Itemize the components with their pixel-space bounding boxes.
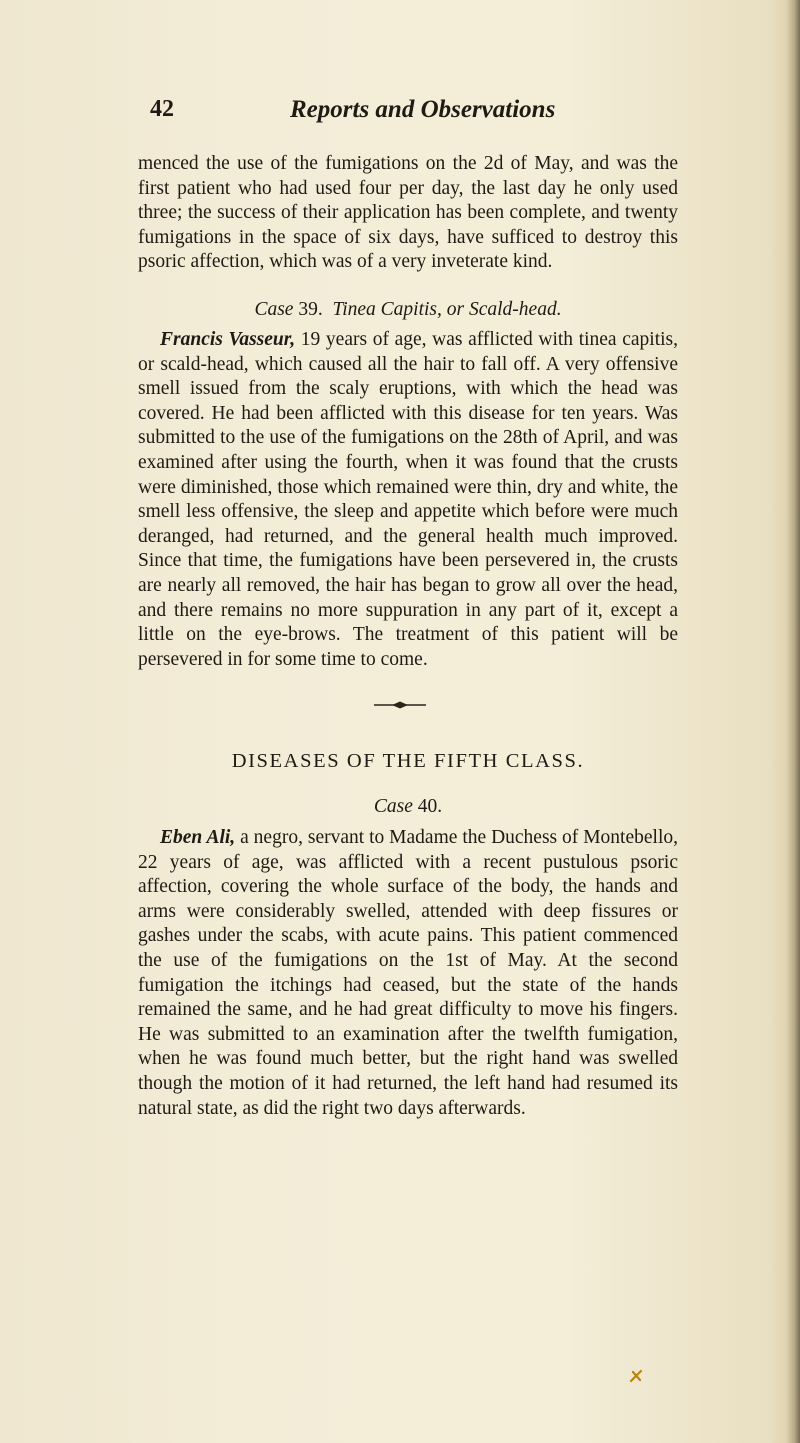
case-40-body: [138, 826, 678, 1121]
case-40-text: a negro, servant to Madame the Duchess of Montebello, 22 years of age, was afflicted with a recent pustulous psoric affection, covering the whole surface of the body, the hands and arms were considerably swelled, attended with deep fissures or gashes under the scabs, with acute pains. This patient commenced the use of the fumigations on the 1st of May. At the second fumigation the itchings had ceased, but the state of the hands remained the same, and he had great difficulty to move his fingers. He was submitted to an examination after the twelfth fumigation, when he was found much better, but the right hand was swelled though the motion of it had returned, the left hand had resumed its natural state, as did the right two days afterwards.: [138, 827, 678, 1119]
continuation-paragraph: [138, 152, 678, 275]
case-40-label: Case: [373, 796, 413, 817]
ink-mark-icon: [628, 1368, 644, 1384]
case-40-number: 40.: [417, 796, 443, 817]
section-heading: DISEASES OF THE FIFTH CLASS.: [231, 750, 585, 772]
case-39-body: [138, 328, 678, 672]
case-39-title: Tinea Capitis, or Scald-head.: [332, 299, 562, 320]
running-head: Reports and Observations: [290, 96, 556, 123]
case-40-patient-name: Eben Ali,: [160, 827, 236, 848]
case-40-heading: [138, 796, 678, 818]
page-edge-shadow: [786, 0, 800, 1443]
page-header: [150, 96, 670, 132]
page-number: 42: [150, 96, 174, 122]
case-39-label: Case: [254, 299, 294, 320]
case-39-patient-name: Francis Vasseur,: [160, 329, 296, 350]
case-39-heading: [138, 299, 678, 321]
section-divider-ornament: [374, 700, 426, 710]
case-39-text: 19 years of age, was afflicted with tinea capitis, or scald-head, which caused all the hair to fall off. A very offensive smell issued from the scaly eruptions, with which the head was covered. He had been afflicted with this disease for ten years. Was submitted to the use of the fumigations on the 28th of April, and was examined after using the fourth, when it was found that the crusts were diminished, those which remained were thin, dry and white, the smell less offensive, the sleep and appetite which before were much deranged, had returned, and the general health much improved. Since that time, the fumigations have been persevered in, the crusts are nearly all removed, the hair has began to grow all over the head, and there remains no more suppuration in any part of it, except a little on the eye-brows. The treatment of this patient will be persevered in for some time to come.: [138, 329, 678, 670]
case-39-number: 39.: [298, 299, 323, 320]
continuation-text: menced the use of the fumigations on the 2d of May, and was the first patient who had used four per day, the last day he only used three; the success of their application has been complete, and twenty fumigations in the space of six days, have sufficed to destroy this psoric affection, which was of a very inveterate kind.: [138, 153, 678, 273]
